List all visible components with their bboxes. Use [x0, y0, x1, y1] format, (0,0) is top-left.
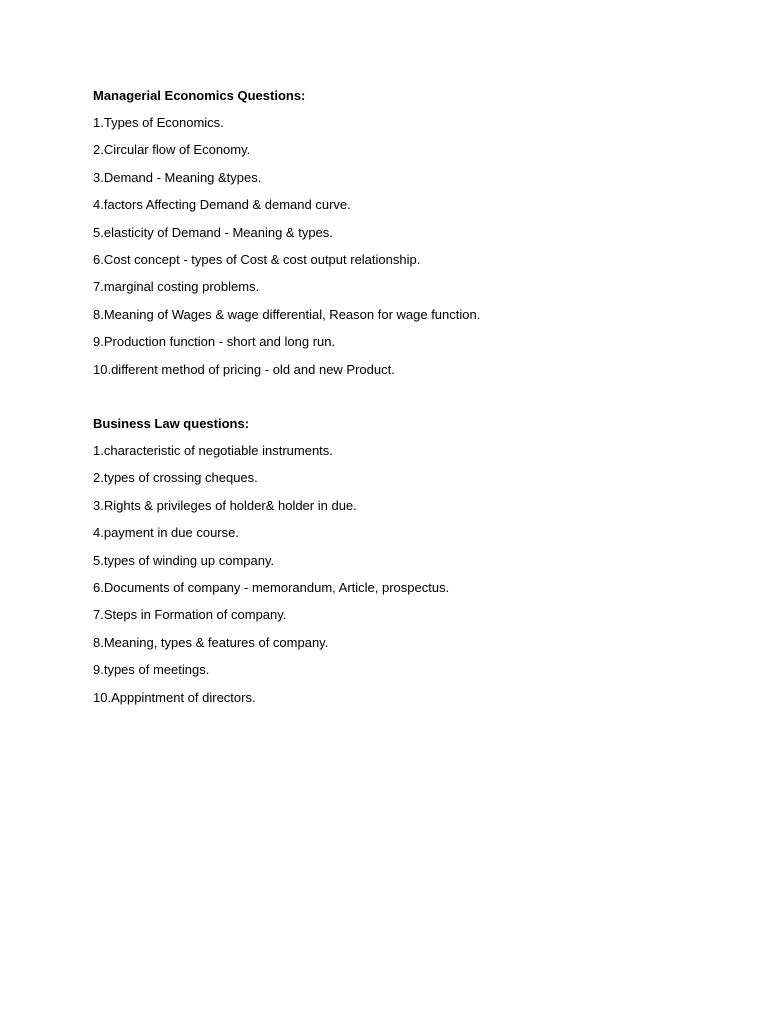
list-item: 6.Documents of company - memorandum, Article, prospectus. — [93, 579, 450, 595]
list-item: 3.Demand - Meaning &types. — [93, 169, 262, 185]
list-item: 8.Meaning of Wages & wage differential, Reason for wage function. — [93, 306, 481, 322]
list-item: 10.different method of pricing - old and new Product. — [93, 361, 395, 377]
list-item: 4.payment in due course. — [93, 525, 239, 541]
list-item: 9.types of meetings. — [93, 662, 210, 678]
list-item: 7.marginal costing problems. — [93, 279, 260, 295]
list-item: 7.Steps in Formation of company. — [93, 607, 287, 623]
list-item: 2.types of crossing cheques. — [93, 470, 258, 486]
section-heading: Business Law questions: — [93, 416, 250, 431]
list-item: 10.Apppintment of directors. — [93, 689, 256, 705]
section-heading: Managerial Economics Questions: — [93, 88, 306, 103]
list-item: 8.Meaning, types & features of company. — [93, 634, 329, 650]
list-item: 2.Circular flow of Economy. — [93, 142, 251, 158]
list-item: 5.elasticity of Demand - Meaning & types. — [93, 224, 333, 240]
business-law-section — [93, 416, 733, 717]
list-item: 9.Production function - short and long run. — [93, 334, 336, 350]
managerial-economics-section — [93, 88, 733, 389]
list-item: 5.types of winding up company. — [93, 552, 275, 568]
list-item: 1.Types of Economics. — [93, 115, 224, 130]
list-item: 6.Cost concept - types of Cost & cost output relationship. — [93, 251, 421, 267]
list-item: 4.factors Affecting Demand & demand curve. — [93, 197, 351, 213]
list-item: 1.characteristic of negotiable instruments. — [93, 443, 333, 458]
list-item: 3.Rights & privileges of holder& holder in due. — [93, 497, 357, 513]
